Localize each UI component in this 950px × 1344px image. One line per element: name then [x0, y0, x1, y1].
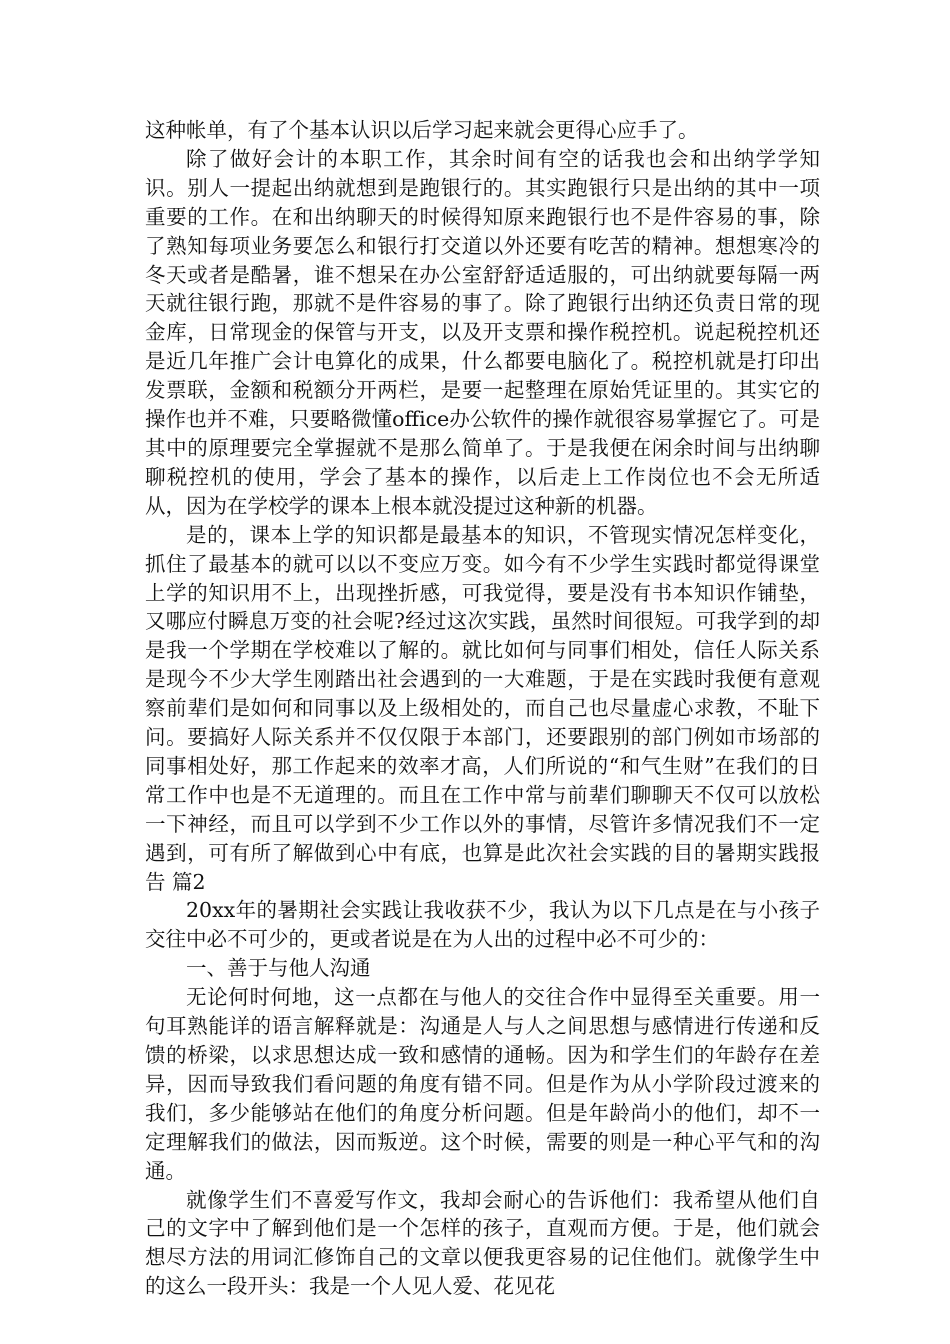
- paragraph-2: 除了做好会计的本职工作，其余时间有空的话我也会和出纳学学知识。别人一提起出纳就想到是跑银行的。其实跑银行只是出纳的其中一项重要的工作。在和出纳聊天的时候得知原来跑银行也不是件容易的事，除了熟知每项业务要怎么和银行打交道以外还要有吃苦的精神。想想寒冷的冬天或者是酷暑，谁不想呆在办公室舒舒适适服的，可出纳就要每隔一两天就往银行跑，那就不是件容易的事了。除了跑银行出纳还负责日常的现金库，日常现金的保管与开支，以及开支票和操作税控机。说起税控机还是近几年推广会计电算化的成果，什么都要电脑化了。税控机就是打印出发票联，金额和税额分开两栏，是要一起整理在原始凭证里的。其实它的操作也并不难，只要略微懂office办公软件的操作就很容易掌握它了。可是其中的原理要完全掌握就不是那么简单了。于是我便在闲余时间与出纳聊聊税控机的使用，学会了基本的操作，以后走上工作岗位也不会无所适从，因为在学校学的课本上根本就没提过这种新的机器。: [145, 146, 820, 518]
- document-body: [145, 116, 820, 1301]
- paragraph-5: 无论何时何地，这一点都在与他人的交往合作中显得至关重要。用一句耳熟能详的语言解释就是：沟通是人与人之间思想与感情进行传递和反馈的桥梁，以求思想达成一致和感情的通畅。因为和学生们的年龄存在差异，因而导致我们看问题的角度有错不同。但是作为从小学阶段过渡来的我们，多少能够站在他们的角度分析问题。但是年龄尚小的他们，却不一定理解我们的做法，因而叛逆。这个时候，需要的则是一种心平气和的沟通。: [145, 985, 820, 1183]
- paragraph-6: 就像学生们不喜爱写作文，我却会耐心的告诉他们：我希望从他们自己的文字中了解到他们是一个怎样的孩子，直观而方便。于是，他们就会想尽方法的用词汇修饰自己的文章以便我更容易的记住他们。就像学生中的这么一段开头：我是一个人见人爱、花见花: [145, 1187, 820, 1299]
- paragraph-3: 是的，课本上学的知识都是最基本的知识，不管现实情况怎样变化，抓住了最基本的就可以以不变应万变。如今有不少学生实践时都觉得课堂上学的知识用不上，出现挫折感，可我觉得，要是没有书本知识作铺垫，又哪应付瞬息万变的社会呢?经过这次实践，虽然时间很短。可我学到的却是我一个学期在学校难以了解的。就比如何与同事们相处，信任人际关系是现今不少大学生刚踏出社会遇到的一大难题，于是在实践时我便有意观察前辈们是如何和同事以及上级相处的，而自己也尽量虚心求教，不耻下问。要搞好人际关系并不仅仅限于本部门，还要跟别的部门例如市场部的同事相处好，那工作起来的效率才高，人们所说的“和气生财”在我们的日常工作中也是不无道理的。而且在工作中常与前辈们聊聊天不仅可以放松一下神经，而且可以学到不少工作以外的事情，尽管许多情况我们不一定遇到，可有所了解做到心中有底，也算是此次社会实践的目的暑期实践报告 篇2: [145, 522, 820, 894]
- section-heading: 一、善于与他人沟通: [186, 956, 371, 981]
- paragraph-4: 20xx年的暑期社会实践让我收获不少，我认为以下几点是在与小孩子交往中必不可少的，更或者说是在为人出的过程中必不可少的：: [145, 898, 820, 952]
- paragraph-1: 这种帐单，有了个基本认识以后学习起来就会更得心应手了。: [145, 118, 699, 142]
